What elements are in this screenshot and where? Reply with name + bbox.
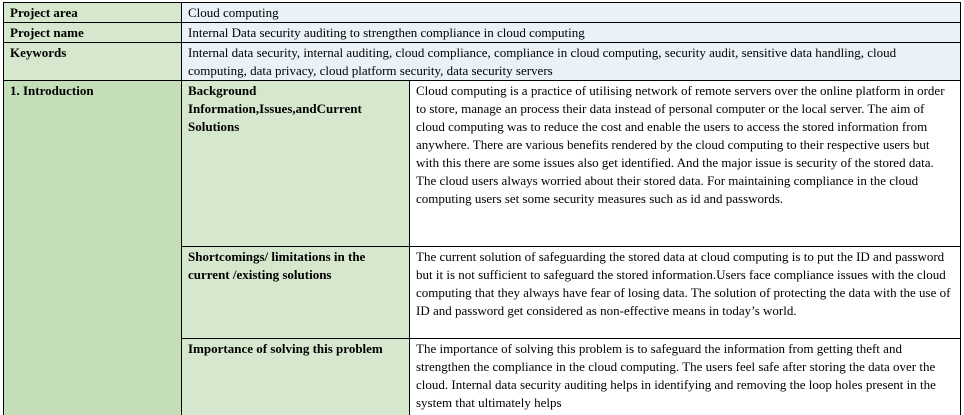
intro-background-row <box>4 81 961 247</box>
importance-subsection-text: The importance of solving this problem is to safeguard the information from getting theft and strengthen the compliance in the cloud computing. The users feel safe after storing the data over the cloud. Internal data security auditing helps in identifying and removing the loop holes present in the system that ultimately helps <box>410 339 961 415</box>
shortcomings-title-text: Shortcomings/ limitations in the current /existing solutions <box>188 249 366 282</box>
importance-title-text: Importance of solving this problem <box>188 341 383 356</box>
introduction-section-label: 1. Introduction <box>4 81 182 415</box>
shortcomings-subsection-text: The current solution of safeguarding the stored data at cloud computing is to put the ID and password but it is not sufficient to safeguard the stored information.Users face compliance issues with the cloud computing that they always have fear of losing data. The solution of protecting the data with the use of ID and password get considered as non-effective means in today’s world. <box>410 247 961 339</box>
background-subsection-title <box>182 81 410 247</box>
project-area-row <box>4 3 961 23</box>
background-title-text: Background Information,Issues,andCurrent Solutions <box>188 83 362 134</box>
importance-subsection-title <box>182 339 410 415</box>
project-area-label: Project area <box>4 3 182 23</box>
shortcomings-subsection-title <box>182 247 410 339</box>
keywords-row <box>4 43 961 81</box>
project-name-value: Internal Data security auditing to strengthen compliance in cloud computing <box>182 23 961 43</box>
background-subsection-text: Cloud computing is a practice of utilising network of remote servers over the online platform in order to store, manage an process their data instead of personal computer or the local server. The aim of cloud computing was to reduce the cost and enable the users to access the stored information from anywhere. There are various benefits rendered by the cloud computing to their respective users but with this there are some issues also get identified. And the major issue is security of the stored data. The cloud users always worried about their stored data. For maintaining compliance in the cloud computing users set some security measures such as id and passwords. <box>410 81 961 247</box>
keywords-label: Keywords <box>4 43 182 81</box>
project-area-value: Cloud computing <box>182 3 961 23</box>
project-name-row <box>4 23 961 43</box>
keywords-value: Internal data security, internal auditing, cloud compliance, compliance in cloud computing, security audit, sensitive data handling, cloud computing, data privacy, cloud platform security, data security servers <box>182 43 961 81</box>
project-name-label: Project name <box>4 23 182 43</box>
project-proposal-table <box>3 2 961 415</box>
